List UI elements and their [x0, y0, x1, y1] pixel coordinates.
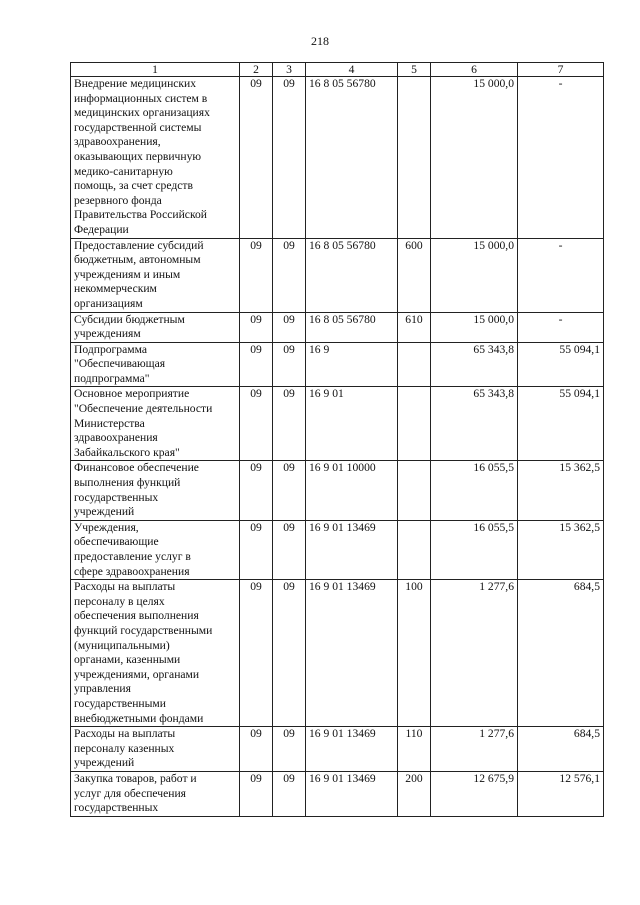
table-row	[71, 771, 604, 816]
row-name	[71, 771, 240, 816]
row-name-line: государственных	[74, 490, 159, 504]
amount-year-2: 684,5	[518, 727, 604, 772]
expense-type-code	[398, 387, 431, 461]
section-code: 09	[240, 580, 273, 727]
expense-type-code	[398, 77, 431, 239]
amount-year-2: -	[518, 238, 604, 312]
row-name-line: внебюджетными фондами	[74, 711, 204, 725]
subsection-code: 09	[273, 580, 306, 727]
amount-year-1: 12 675,9	[431, 771, 518, 816]
row-name-line: Субсидии бюджетным	[74, 312, 185, 326]
row-name-line: помощь, за счет средств	[74, 179, 193, 193]
target-article-code: 16 8 05 56780	[306, 238, 398, 312]
table-body	[71, 77, 604, 817]
subsection-code: 09	[273, 342, 306, 387]
target-article-code: 16 9 01 13469	[306, 520, 398, 579]
amount-year-1: 15 000,0	[431, 238, 518, 312]
subsection-code: 09	[273, 461, 306, 520]
row-name-line: Забайкальского края"	[74, 445, 180, 459]
table-row	[71, 312, 604, 342]
table-row	[71, 77, 604, 239]
row-name-line: Расходы на выплаты	[74, 727, 176, 741]
amount-year-1: 15 000,0	[431, 312, 518, 342]
section-code: 09	[240, 727, 273, 772]
target-article-code: 16 9 01	[306, 387, 398, 461]
row-name-line: Правительства Российской	[74, 208, 207, 222]
table-row	[71, 727, 604, 772]
header-col-1: 1	[71, 63, 240, 77]
amount-year-2: 15 362,5	[518, 520, 604, 579]
header-row	[71, 63, 604, 77]
table-row	[71, 342, 604, 387]
table-row	[71, 520, 604, 579]
row-name-line: персоналу казенных	[74, 741, 175, 755]
row-name-line: подпрограмма"	[74, 371, 150, 385]
row-name-line: оказывающих первичную	[74, 149, 202, 163]
amount-year-2: -	[518, 312, 604, 342]
amount-year-1: 1 277,6	[431, 727, 518, 772]
subsection-code: 09	[273, 727, 306, 772]
row-name-line: обеспечивающие	[74, 535, 159, 549]
table-row	[71, 238, 604, 312]
row-name-line: сфере здравоохранения	[74, 564, 190, 578]
expense-type-code: 610	[398, 312, 431, 342]
section-code: 09	[240, 461, 273, 520]
row-name-line: предоставление услуг в	[74, 550, 191, 563]
amount-year-1: 16 055,5	[431, 461, 518, 520]
row-name-line: обеспечения выполнения	[74, 609, 199, 623]
header-col-3: 3	[273, 63, 306, 77]
expense-type-code: 100	[398, 580, 431, 727]
section-code: 09	[240, 771, 273, 816]
amount-year-2: 55 094,1	[518, 342, 604, 387]
row-name	[71, 461, 240, 520]
row-name-line: персоналу в целях	[74, 594, 165, 608]
row-name-line: управления	[74, 682, 131, 696]
header-col-6: 6	[431, 63, 518, 77]
expense-type-code: 110	[398, 727, 431, 772]
amount-year-1: 15 000,0	[431, 77, 518, 239]
row-name-line: Министерства	[74, 416, 145, 430]
header-col-4: 4	[306, 63, 398, 77]
expense-type-code: 600	[398, 238, 431, 312]
row-name	[71, 580, 240, 727]
table-row	[71, 387, 604, 461]
amount-year-1: 1 277,6	[431, 580, 518, 727]
expense-type-code	[398, 342, 431, 387]
row-name-line: (муниципальными)	[74, 638, 170, 652]
target-article-code: 16 9	[306, 342, 398, 387]
row-name-line: Основное мероприятие	[74, 387, 190, 401]
row-name-line: выполнения функций	[74, 476, 181, 490]
row-name-line: учреждениям	[74, 327, 141, 341]
row-name-line: учреждениями, органами	[74, 667, 200, 681]
amount-year-2: 15 362,5	[518, 461, 604, 520]
row-name	[71, 312, 240, 342]
row-name	[71, 77, 240, 239]
table-row	[71, 461, 604, 520]
section-code: 09	[240, 520, 273, 579]
amount-year-2: -	[518, 77, 604, 239]
amount-year-2: 55 094,1	[518, 387, 604, 461]
section-code: 09	[240, 238, 273, 312]
row-name-line: медико-санитарную	[74, 164, 173, 178]
row-name-line: функций государственными	[74, 623, 213, 637]
row-name-line: некоммерческим	[74, 282, 157, 296]
row-name-line: государственных	[74, 801, 159, 815]
subsection-code: 09	[273, 387, 306, 461]
row-name-line: резервного фонда	[74, 193, 162, 207]
row-name-line: информационных систем в	[74, 91, 208, 105]
header-col-5: 5	[398, 63, 431, 77]
target-article-code: 16 9 01 13469	[306, 580, 398, 727]
row-name-line: организациям	[74, 296, 143, 310]
row-name-line: государственной системы	[74, 120, 202, 134]
amount-year-2: 12 576,1	[518, 771, 604, 816]
target-article-code: 16 9 01 13469	[306, 771, 398, 816]
row-name-line: учреждений	[74, 756, 135, 770]
target-article-code: 16 8 05 56780	[306, 312, 398, 342]
expense-type-code	[398, 461, 431, 520]
row-name-line: учреждениям и иным	[74, 267, 181, 281]
row-name-line: "Обеспечивающая	[74, 357, 166, 371]
row-name-line: здравоохранения	[74, 431, 158, 445]
row-name-line: Закупка товаров, работ и	[74, 771, 197, 785]
section-code: 09	[240, 387, 273, 461]
row-name-line: бюджетным, автономным	[74, 253, 201, 267]
subsection-code: 09	[273, 238, 306, 312]
budget-table	[70, 62, 604, 817]
row-name	[71, 342, 240, 387]
row-name-line: медицинских организациях	[74, 106, 210, 120]
target-article-code: 16 9 01 13469	[306, 727, 398, 772]
amount-year-2: 684,5	[518, 580, 604, 727]
subsection-code: 09	[273, 312, 306, 342]
subsection-code: 09	[273, 520, 306, 579]
subsection-code: 09	[273, 77, 306, 239]
row-name-line: Расходы на выплаты	[74, 580, 176, 594]
row-name-line: органами, казенными	[74, 653, 181, 667]
expense-type-code: 200	[398, 771, 431, 816]
row-name-line: Федерации	[74, 222, 129, 236]
row-name-line: услуг для обеспечения	[74, 786, 186, 800]
row-name	[71, 238, 240, 312]
target-article-code: 16 9 01 10000	[306, 461, 398, 520]
section-code: 09	[240, 312, 273, 342]
row-name-line: здравоохранения,	[74, 135, 161, 149]
target-article-code: 16 8 05 56780	[306, 77, 398, 239]
amount-year-1: 65 343,8	[431, 342, 518, 387]
row-name	[71, 727, 240, 772]
row-name-line: учреждений	[74, 505, 135, 519]
row-name-line: Внедрение медицинских	[74, 77, 197, 90]
expense-type-code	[398, 520, 431, 579]
amount-year-1: 65 343,8	[431, 387, 518, 461]
row-name	[71, 520, 240, 579]
header-col-7: 7	[518, 63, 604, 77]
row-name-line: Подпрограмма	[74, 342, 147, 356]
section-code: 09	[240, 342, 273, 387]
header-col-2: 2	[240, 63, 273, 77]
row-name-line: "Обеспечение деятельности	[74, 402, 213, 416]
row-name	[71, 387, 240, 461]
table-row	[71, 580, 604, 727]
section-code: 09	[240, 77, 273, 239]
row-name-line: государственными	[74, 696, 166, 710]
row-name-line: Предоставление субсидий	[74, 238, 204, 252]
page-number: 218	[311, 34, 329, 48]
amount-year-1: 16 055,5	[431, 520, 518, 579]
subsection-code: 09	[273, 771, 306, 816]
row-name-line: Финансовое обеспечение	[74, 461, 199, 475]
row-name-line: Учреждения,	[74, 520, 139, 534]
